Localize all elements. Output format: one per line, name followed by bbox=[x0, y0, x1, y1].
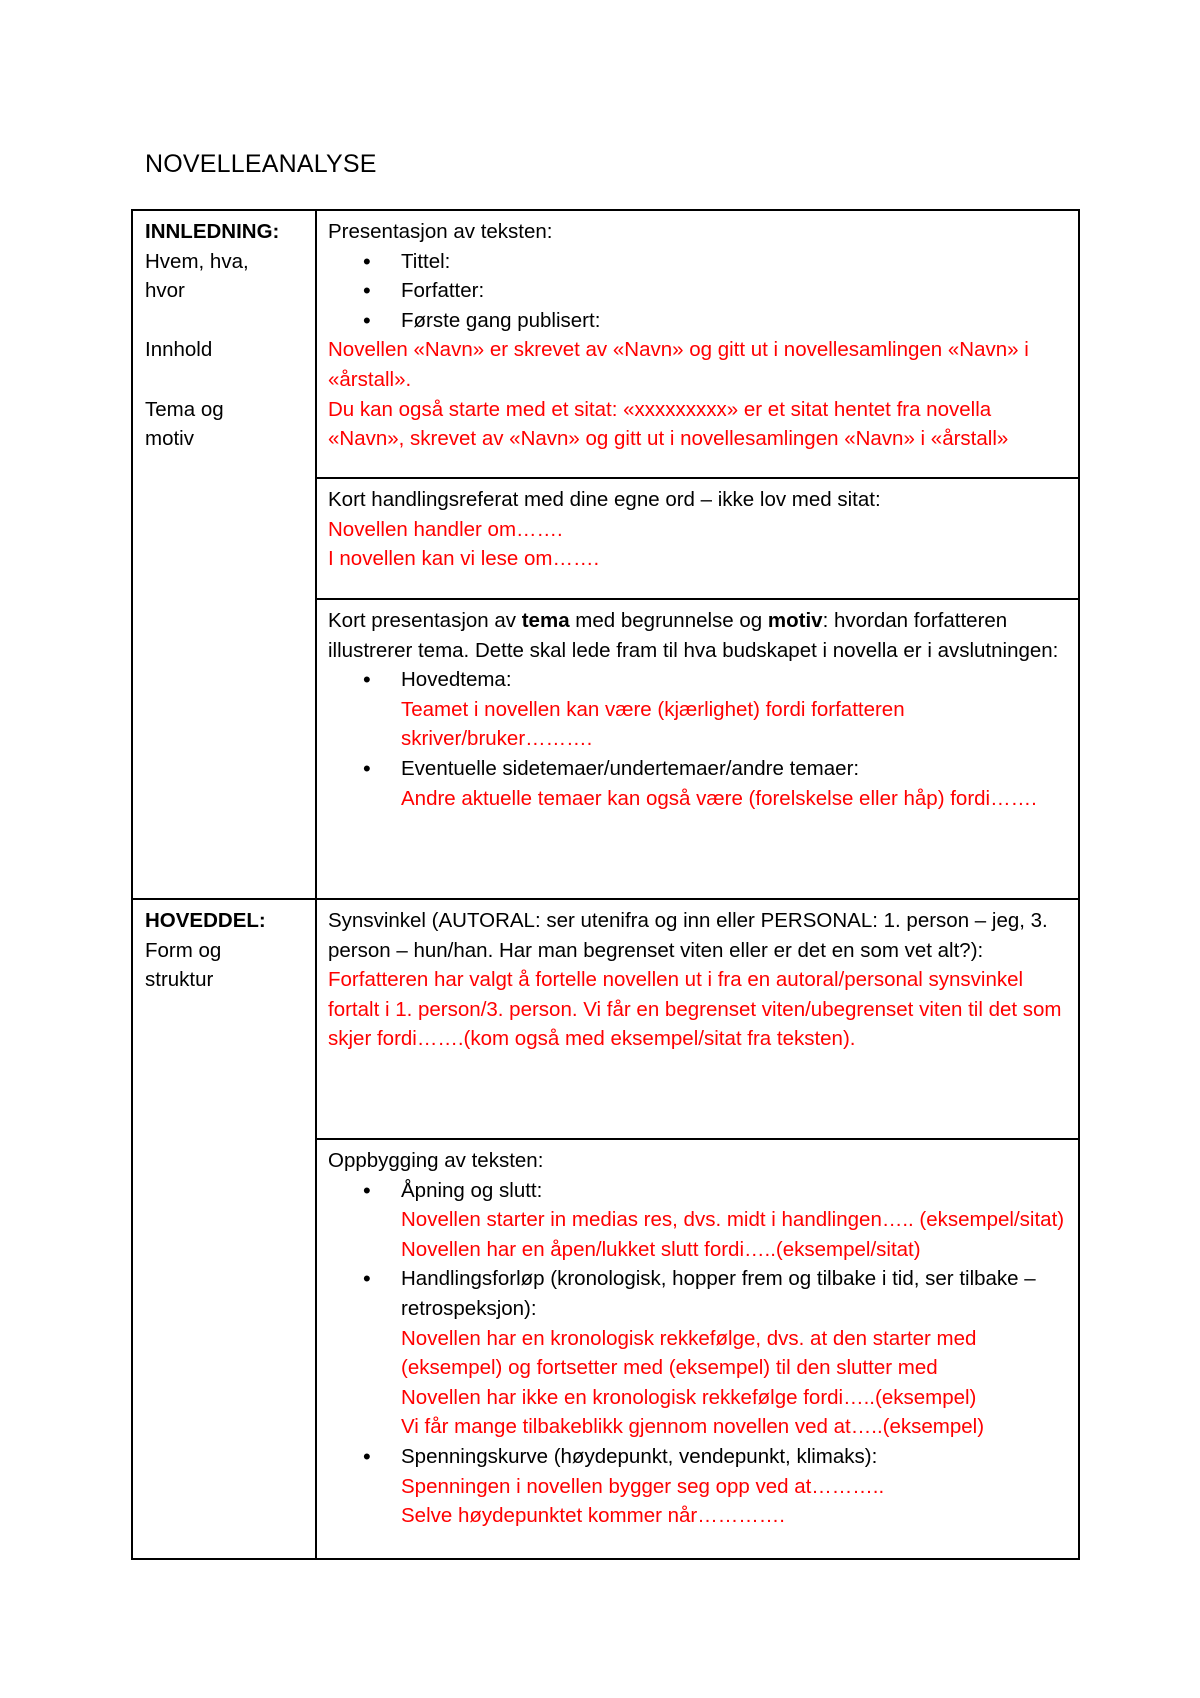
structure-bullet-handlingsforlop bbox=[328, 1264, 1068, 1442]
structure-bullet-spenningskurve-example-1: Spenningen i novellen bygger seg opp ved at……….. bbox=[401, 1474, 885, 1498]
table-row-viewpoint bbox=[132, 899, 1079, 1139]
structure-bullet-handlingsforlop-example-1: Novellen har en kronologisk rekkefølge, dvs. at den starter med (eksempel) og fortsetter med (eksempel) til den slutter med bbox=[401, 1326, 977, 1380]
presentation-heading: Presentasjon av teksten: bbox=[328, 220, 553, 243]
structure-bullet-list bbox=[328, 1176, 1068, 1531]
hoveddel-label-line-1: Form og bbox=[145, 938, 222, 962]
theme-heading-bold-tema: tema bbox=[521, 609, 570, 632]
hoveddel-label-cell bbox=[132, 899, 316, 1559]
structure-bullet-spenningskurve bbox=[328, 1442, 1068, 1531]
theme-heading-part-3: : hvordan forfatteren illustrerer tema. Dette skal lede fram til hva budskapet i novella er i avslutningen: bbox=[328, 609, 1059, 662]
theme-bullet-list bbox=[328, 665, 1068, 813]
presentation-bullet-forfatter: • Forfatter: bbox=[328, 276, 1068, 306]
structure-bullet-apning-example-1: Novellen starter in medias res, dvs. midt i handlingen….. (eksempel/sitat) bbox=[401, 1208, 1065, 1232]
structure-bullet-handlingsforlop-label: • Handlingsforløp (kronologisk, hopper frem og tilbake i tid, ser tilbake – retrospeksjon): bbox=[401, 1267, 1036, 1320]
theme-bullet-hovedtema bbox=[328, 665, 1068, 754]
hoveddel-heading: HOVEDDEL: bbox=[145, 909, 266, 932]
theme-bullet-hovedtema-label: • Hovedtema: bbox=[401, 668, 512, 692]
structure-bullet-handlingsforlop-example-2: Novellen har ikke en kronologisk rekkefølge fordi…..(eksempel) bbox=[401, 1385, 977, 1409]
theme-heading bbox=[328, 606, 1068, 665]
structure-cell bbox=[316, 1139, 1079, 1559]
presentation-bullet-tittel: • Tittel: bbox=[328, 247, 1068, 277]
viewpoint-heading: Synsvinkel (AUTORAL: ser utenifra og inn eller PERSONAL: 1. person – jeg, 3. person – hun/han. Har man begrenset viten eller er det en som vet alt?): bbox=[328, 909, 1048, 962]
innledning-label-tema-line-1: Tema og bbox=[145, 397, 224, 421]
theme-heading-part-2: med begrunnelse og bbox=[569, 609, 768, 632]
structure-bullet-apning-example-2: Novellen har en åpen/lukket slutt fordi…..(eksempel/sitat) bbox=[401, 1237, 921, 1261]
presentation-example-2: Du kan også starte med et sitat: «xxxxxxxxx» er et sitat hentet fra novella «Navn», skrevet av «Navn» og gitt ut i novellesamlingen «Navn» i «årstall» bbox=[328, 397, 1009, 451]
innledning-label-line-2: hvor bbox=[145, 279, 185, 303]
theme-bullet-sidetemaer-example: Andre aktuelle temaer kan også være (forelskelse eller håp) fordi……. bbox=[401, 786, 1037, 810]
summary-example-1: Novellen handler om……. bbox=[328, 517, 563, 541]
theme-bullet-sidetemaer-label: • Eventuelle sidetemaer/undertemaer/andre temaer: bbox=[401, 756, 860, 780]
innledning-label-line-1: Hvem, hva, bbox=[145, 249, 249, 273]
structure-bullet-spenningskurve-example-2: Selve høydepunktet kommer når…………. bbox=[401, 1504, 785, 1528]
page-title: NOVELLEANALYSE bbox=[145, 150, 377, 178]
presentation-bullet-list bbox=[328, 247, 1068, 336]
structure-bullet-apning bbox=[328, 1176, 1068, 1265]
innledning-label-innhold: Innhold bbox=[145, 338, 213, 362]
innledning-label-tema-line-2: motiv bbox=[145, 427, 194, 451]
summary-heading: Kort handlingsreferat med dine egne ord – ikke lov med sitat: bbox=[328, 488, 881, 511]
theme-heading-part-1: Kort presentasjon av bbox=[328, 609, 522, 632]
innledning-label-cell bbox=[132, 210, 316, 899]
theme-cell bbox=[316, 599, 1079, 899]
viewpoint-cell bbox=[316, 899, 1079, 1139]
theme-bullet-hovedtema-example: Teamet i novellen kan være (kjærlighet) fordi forfatteren skriver/bruker………. bbox=[401, 697, 905, 751]
structure-heading: Oppbygging av teksten: bbox=[328, 1149, 544, 1172]
presentation-bullet-publisert: • Første gang publisert: bbox=[328, 306, 1068, 336]
table-row-presentation bbox=[132, 210, 1079, 478]
presentation-cell bbox=[316, 210, 1079, 478]
viewpoint-example: Forfatteren har valgt å fortelle novellen ut i fra en autoral/personal synsvinkel fortalt i 1. person/3. person. Vi får en begrenset viten/ubegrenset viten til det som skjer fordi…….(kom også med eksempel/sitat fra teksten). bbox=[328, 968, 1062, 1051]
analysis-table bbox=[131, 209, 1080, 1560]
structure-bullet-handlingsforlop-example-3: Vi får mange tilbakeblikk gjennom novellen ved at…..(eksempel) bbox=[401, 1415, 985, 1439]
presentation-example-1: Novellen «Navn» er skrevet av «Navn» og gitt ut i novellesamlingen «Navn» i «årstall». bbox=[328, 338, 1029, 391]
summary-example-2: I novellen kan vi lese om……. bbox=[328, 547, 600, 571]
theme-bullet-sidetemaer bbox=[328, 754, 1068, 813]
hoveddel-label-line-2: struktur bbox=[145, 968, 214, 992]
summary-cell bbox=[316, 478, 1079, 599]
structure-bullet-apning-label: • Åpning og slutt: bbox=[401, 1178, 543, 1202]
theme-heading-bold-motiv: motiv bbox=[767, 609, 823, 632]
structure-bullet-spenningskurve-label: • Spenningskurve (høydepunkt, vendepunkt, klimaks): bbox=[401, 1444, 878, 1468]
innledning-heading: INNLEDNING: bbox=[145, 220, 280, 243]
